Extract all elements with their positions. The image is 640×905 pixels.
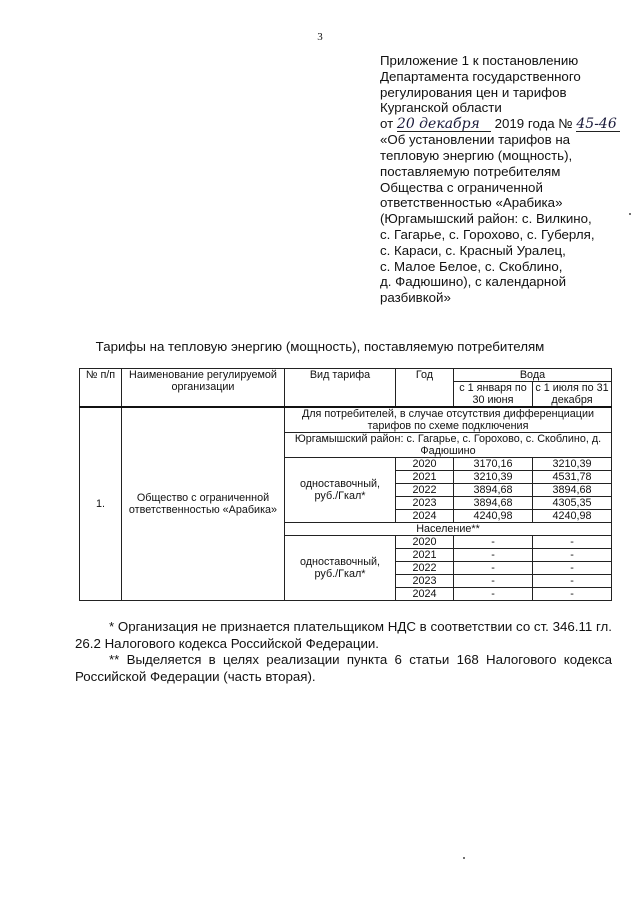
footnote-vat: * Организация не признается плательщиком НДС в соответствии со ст. 346.11 гл. 26.2 Налогового кодекса Российской Федерации. [75,619,612,651]
appendix-title-line: с. Малое Белое, с. Скоблино, [380,258,563,274]
value-cell: - [533,588,612,601]
appendix-date-line [380,116,630,132]
header-org: Наименование регулируемой организации [122,369,285,408]
appendix-title-line: «Об установлении тарифов на [380,132,571,148]
value-cell: - [533,536,612,549]
footnotes [75,619,612,685]
year-cell: 2024 [396,510,454,523]
header-num: № п/п [80,369,122,408]
value-cell: 4531,78 [533,471,612,484]
handwritten-date: 20 декабря [397,118,491,132]
value-cell: - [454,575,533,588]
year-cell: 2021 [396,549,454,562]
year-cell: 2020 [396,536,454,549]
tariff-table [79,368,612,601]
value-cell: 3894,68 [454,497,533,510]
value-cell: - [454,588,533,601]
value-cell: 4305,35 [533,497,612,510]
appendix-line: Приложение 1 к постановлению [380,53,579,68]
value-cell: 4240,98 [454,510,533,523]
appendix-title-line: разбивкой» [380,290,451,306]
population-label: Население** [285,523,612,536]
year-cell: 2023 [396,575,454,588]
value-cell: - [533,562,612,575]
appendix-title-line: Общества с ограниченной [380,179,543,195]
appendix-line: регулирования цен и тарифов [380,84,567,100]
year-cell: 2021 [396,471,454,484]
tariff-type: одноставочный, руб./Гкал* [285,536,396,601]
value-cell: 3894,68 [454,484,533,497]
page-number: 3 [317,31,323,43]
value-cell: 3210,39 [533,458,612,471]
table-title: Тарифы на тепловую энергию (мощность), поставляемую потребителям [95,339,545,354]
value-cell: - [454,536,533,549]
date-middle: 2019 года № [494,116,573,132]
value-cell: 3210,39 [454,471,533,484]
header-period-1: с 1 января по 30 июня [454,382,533,408]
row-number: 1. [80,407,122,601]
header-water: Вода [454,369,612,382]
appendix-title-line: с. Караси, с. Красный Уралец, [380,242,566,258]
appendix-title-line: ответственностью «Арабика» [380,195,563,211]
year-cell: 2020 [396,458,454,471]
date-prefix: от [380,116,394,132]
year-cell: 2022 [396,484,454,497]
appendix-title-line: (Юргамышский район: с. Вилкино, [380,211,592,227]
scan-speck [463,857,465,859]
appendix-block [380,53,630,306]
consumers-note: Для потребителей, в случае отсутствия дифференциации тарифов по схеме подключения [285,407,612,433]
appendix-title-line: тепловую энергию (мощность), [380,147,573,163]
value-cell: - [454,549,533,562]
org-name: Общество с ограниченной ответственностью «Арабика» [122,407,285,601]
header-period-2: с 1 июля по 31 декабря [533,382,612,408]
year-cell: 2022 [396,562,454,575]
tariff-type: одноставочный, руб./Гкал* [285,458,396,523]
value-cell: - [454,562,533,575]
value-cell: - [533,549,612,562]
value-cell: 4240,98 [533,510,612,523]
appendix-line: Департамента государственного [380,68,581,84]
appendix-line: Курганской области [380,100,502,116]
header-type: Вид тарифа [285,369,396,408]
year-cell: 2023 [396,497,454,510]
scan-speck [629,213,631,215]
value-cell: 3170,16 [454,458,533,471]
year-cell: 2024 [396,588,454,601]
header-year: Год [396,369,454,408]
district-note: Юргамышский район: с. Гагарье, с. Горохово, с. Скоблино, д. Фадюшино [285,433,612,458]
footnote-population: ** Выделяется в целях реализации пункта 6 статьи 168 Налогового кодекса Российской Федерации (часть вторая). [75,652,612,684]
appendix-title-line: д. Фадюшино), с календарной [380,274,567,290]
value-cell: - [533,575,612,588]
handwritten-number: 45-46 [576,118,620,132]
appendix-title-line: с. Гагарье, с. Горохово, с. Губерля, [380,226,595,242]
appendix-title-line: поставляемую потребителям [380,163,561,179]
value-cell: 3894,68 [533,484,612,497]
